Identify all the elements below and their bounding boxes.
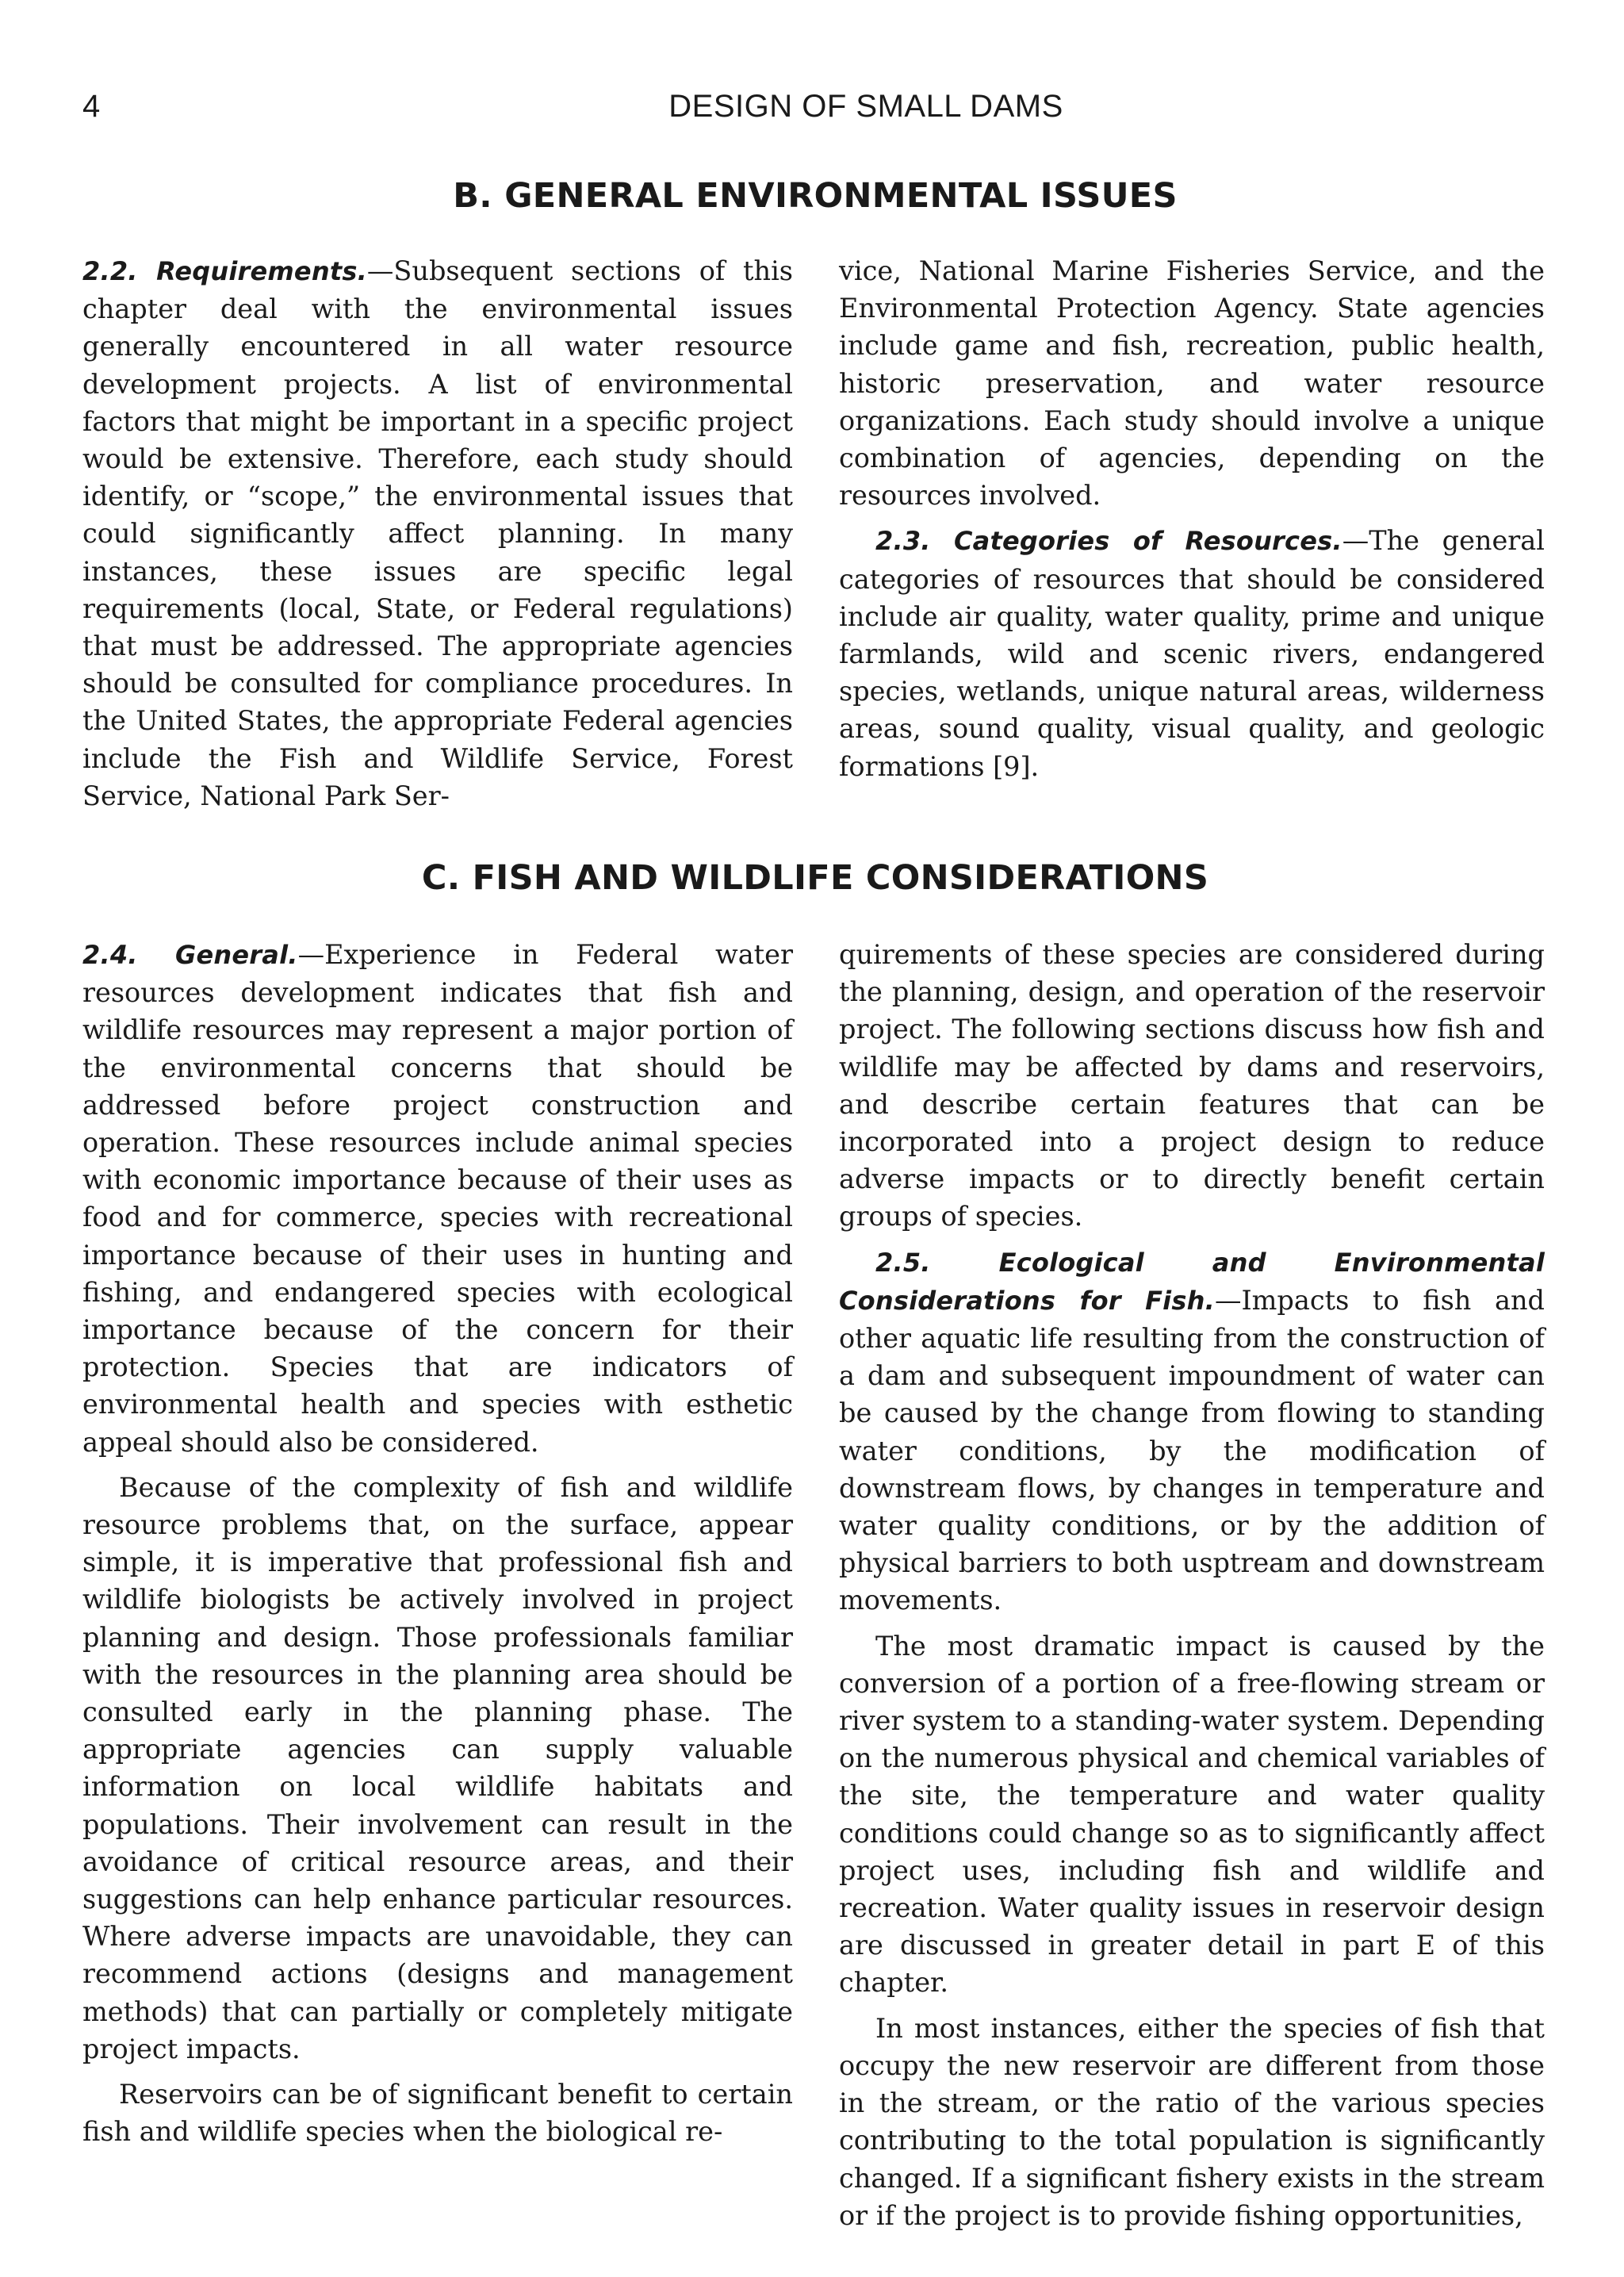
paragraph-2-4 — [82, 936, 793, 1461]
running-header — [82, 89, 1548, 136]
section-c-left-column — [82, 936, 793, 2151]
paragraph: Because of the complexity of fish and wildlife resource problems that, on the surface, appear simple, it is imperative that professional fish and wildlife biologists be actively involved in project planning and design. Those professionals familiar with the resources in the planning area should be consulted early in the planning phase. The appropriate agencies can supply valuable information on local wildlife habitats and populations. Their involvement can result in the avoidance of critical resource areas, and their suggestions can help enhance particular resources. Where adverse impacts are unavoidable, they can recommend actions (designs and management methods) that can partially or completely mitigate project impacts. — [82, 1471, 793, 2064]
paragraph-text: —Experience in Federal water resources development indicates that fish and wildlife resources may represent a major portion of the environmental concerns that should be addressed before project construction and operation. These resources include animal species with economic importance because of their uses as food and for commerce, species with recreational importance because of their uses in hunting and fishing, and endangered species with ecological importance because of the concern for their protection. Species that are indicators of environmental health and species with esthetic appeal should also be considered. — [82, 939, 793, 1458]
section-b-right-column — [839, 252, 1545, 785]
paragraph-text: —The general categories of resources that should be considered include air quality, water quality, prime and unique farmlands, wild and scenic rivers, endangered species, wetlands, unique natural areas, wilderness areas, sound quality, visual quality, and geologic formations [9]. — [839, 525, 1545, 782]
paragraph: In most instances, either the species of fish that occupy the new reservoir are different from those in the stream, or the ratio of the various species contributing to the total population is significantly changed. If a significant fishery exists in the stream or if the project is to provide fishing opportunities, — [839, 2012, 1545, 2231]
paragraph-heading: 2.3. Categories of Resources. — [875, 526, 1342, 557]
section-heading-c: C. FISH AND WILDLIFE CONSIDERATIONS — [421, 858, 1209, 898]
paragraph-2-5 — [839, 1244, 1545, 1620]
page-number: 4 — [82, 89, 101, 124]
paragraph: Reservoirs can be of significant benefit to certain fish and wildlife species when the biological re- — [82, 2079, 793, 2148]
paragraph-2-3 — [839, 522, 1545, 784]
section-b-left-column — [82, 252, 793, 815]
section-c-right-column — [839, 936, 1545, 2234]
paragraph-text: —Subsequent sections of this chapter deal with the environmental issues generally encountered in all water resource development projects. A list of environmental factors that might be important in a specific project would be extensive. Therefore, each study should identify, or “scope,” the environmental issues that could significantly affect planning. In many instances, these issues are specific legal requirements (local, State, or Federal regulations) that must be addressed. The appropriate agencies should be consulted for compliance procedures. In the United States, the appropriate Federal agencies include the Fish and Wildlife Service, Forest Service, National Park Ser- — [82, 255, 793, 811]
paragraph-2-2-continued: vice, National Marine Fisheries Service, and the Environmental Protection Agency. State agencies include game and fish, recreation, public health, historic preservation, and water resource organizations. Each study should involve a unique combination of agencies, depending on the resources involved. — [839, 255, 1545, 512]
section-heading-b: B. GENERAL ENVIRONMENTAL ISSUES — [453, 176, 1178, 216]
paragraph-2-2 — [82, 252, 793, 815]
running-title: DESIGN OF SMALL DAMS — [668, 89, 1063, 124]
paragraph: quirements of these species are considered during the planning, design, and operation of the reservoir project. The following sections discuss how fish and wildlife may be affected by dams and reservoirs, and describe certain features that can be incorporated into a project design to reduce adverse impacts or to directly benefit certain groups of species. — [839, 939, 1545, 1232]
paragraph: The most dramatic impact is caused by the conversion of a portion of a free-flowing stream or river system to a standing-water system. Depending on the numerous physical and chemical variables of the site, the temperature and water quality conditions could change so as to significantly affect project uses, including fish and wildlife and recreation. Water quality issues in reservoir design are discussed in greater detail in part E of this chapter. — [839, 1630, 1545, 1999]
paragraph-text: —Impacts to fish and other aquatic life resulting from the construction of a dam and subsequent impoundment of water can be caused by the change from flowing to standing water conditions, by the modification of downstream flows, by changes in temperature and water quality conditions, or by the addition of physical barriers to both usptream and downstream movements. — [839, 1284, 1545, 1616]
paragraph-heading: 2.2. Requirements. — [82, 256, 367, 286]
paragraph-heading: 2.4. General. — [82, 940, 298, 970]
paragraph-heading: 2.5. Ecological and Environmental Considerations for Fish. — [839, 1247, 1545, 1316]
